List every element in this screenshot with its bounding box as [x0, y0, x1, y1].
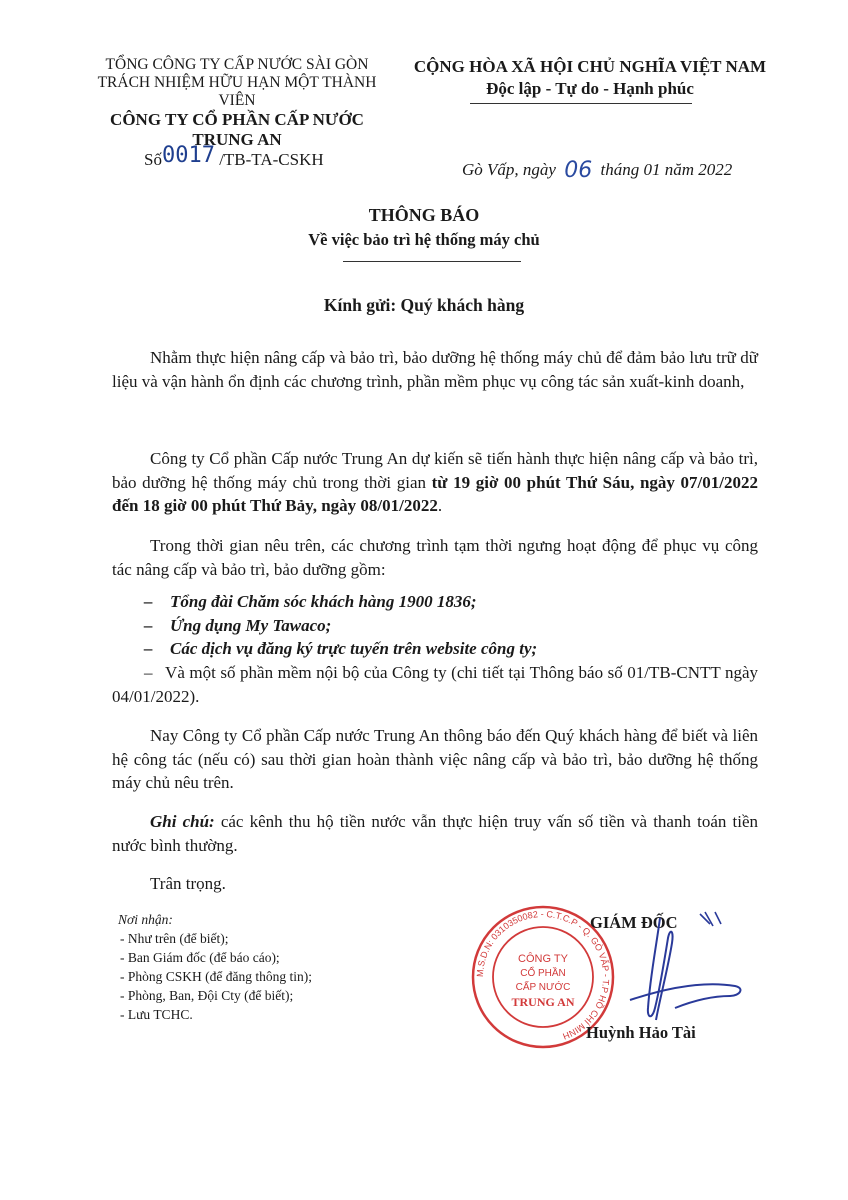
bullet-dash: – — [144, 592, 153, 611]
issuer-parent-type: TRÁCH NHIỆM HỮU HẠN MỘT THÀNH VIÊN — [97, 74, 377, 109]
schedule-text: Công ty Cổ phần Cấp nước Trung An dự kiến sẽ tiến hành thực hiện nâng cấp và bảo trì, bảo dưỡng hệ thống máy chủ trong thời gian — [112, 449, 758, 492]
doc-number-prefix: Số — [144, 150, 162, 169]
doc-number-suffix: /TB-TA-CSKH — [219, 150, 324, 169]
motto: Độc lập - Tự do - Hạnh phúc — [486, 79, 694, 98]
document-title: THÔNG BÁO — [368, 205, 480, 225]
motto-underline — [470, 103, 692, 104]
paragraph-affected: Trong thời gian nêu trên, các chương trình tạm thời ngưng hoạt động để phục vụ công tác nâng cấp và bảo trì, bảo dưỡng gồm: — [112, 536, 758, 579]
date-line — [462, 156, 732, 181]
paragraph-internal-software — [112, 661, 758, 708]
recipient-item: - Như trên (để biết); — [120, 931, 229, 946]
list-item-text: Các dịch vụ đăng ký trực tuyến trên website công ty; — [170, 639, 538, 658]
recipient-item: - Phòng CSKH (để đăng thông tin); — [120, 969, 312, 984]
schedule-time-range: từ 19 giờ 00 phút Thứ Sáu, ngày 07/01/2022 đến 18 giờ 00 phút Thứ Bảy, ngày 08/01/2022 — [112, 472, 758, 515]
seal-line-3: CẤP NƯỚC — [515, 982, 571, 993]
document-subtitle: Về việc bảo trì hệ thống máy chủ — [308, 230, 540, 249]
paragraph-purpose: Nhằm thực hiện nâng cấp và bảo trì, bảo dưỡng hệ thống máy chủ để đảm bảo lưu trữ dữ liệu và vận hành ổn định các chương trình, phần mềm phục vụ công tác sản xuất-kinh doanh, — [112, 348, 758, 391]
national-motto-block — [410, 56, 770, 100]
recipient-item: - Phòng, Ban, Đội Cty (để biết); — [120, 988, 294, 1003]
date-month-year: tháng 01 năm 2022 — [600, 160, 733, 179]
list-item — [112, 637, 758, 661]
paragraph-schedule — [112, 447, 758, 518]
list-item — [112, 614, 758, 638]
issuer-block — [92, 56, 382, 150]
recipient-item: - Lưu TCHC. — [120, 1007, 193, 1022]
seal-ring-path-text: M.S.D.N: 0310350082 - C.T.C.P - Q. GÒ VẤP - T.P HỒ CHÍ MINH — [474, 908, 612, 1042]
subtitle-underline — [343, 261, 521, 262]
handwritten-signature — [560, 908, 750, 1028]
bullet-dash: – — [144, 639, 153, 658]
affected-services-list — [112, 590, 758, 661]
paragraph-note — [112, 810, 758, 857]
signer-name: Huỳnh Hảo Tài — [586, 1023, 696, 1042]
bullet-dash: – — [144, 663, 153, 682]
schedule-end: . — [437, 496, 443, 515]
recipients-block — [118, 910, 312, 1024]
document-number — [144, 143, 324, 171]
list-item — [112, 590, 758, 614]
signer-title: GIÁM ĐỐC — [590, 913, 678, 932]
recipient-item: - Ban Giám đốc (để báo cáo); — [120, 950, 280, 965]
list-item-text: Ứng dụng My Tawaco; — [170, 615, 332, 635]
date-day: 06 — [564, 158, 593, 183]
bullet-dash: – — [144, 615, 153, 635]
internal-software-text: Và một số phần mềm nội bộ của Công ty (chi tiết tại Thông báo số 01/TB-CNTT ngày 04/01/2022). — [112, 663, 759, 706]
issuer-company-name: TRUNG AN — [192, 130, 282, 149]
issuer-parent: TỔNG CÔNG TY CẤP NƯỚC SÀI GÒN — [105, 56, 369, 73]
seal-line-4: TRUNG AN — [511, 995, 575, 1009]
seal-line-2: CỔ PHẦN — [520, 968, 566, 979]
note-text: các kênh thu hộ tiền nước vẫn thực hiện truy vấn số tiền và thanh toán tiền nước bình thường. — [112, 812, 758, 855]
closing: Trân trọng. — [150, 874, 226, 893]
paragraph-notice: Nay Công ty Cổ phần Cấp nước Trung An thông báo đến Quý khách hàng để biết và liên hệ công tác (nếu có) sau thời gian hoàn thành việc nâng cấp và bảo trì, bảo dưỡng hệ thống máy chủ nêu trên. — [112, 726, 758, 792]
salutation: Kính gửi: Quý khách hàng — [323, 295, 525, 315]
issuer-company: CÔNG TY CỔ PHẦN CẤP NƯỚC — [110, 110, 364, 129]
doc-number-value: 0017 — [161, 143, 215, 168]
seal-line-1: CÔNG TY — [518, 953, 568, 965]
list-item-text: Tổng đài Chăm sóc khách hàng 1900 1836; — [170, 592, 477, 611]
date-place: Gò Vấp, ngày — [462, 160, 556, 179]
note-label: Ghi chú: — [150, 812, 215, 831]
country-name: CỘNG HÒA XÃ HỘI CHỦ NGHĨA VIỆT NAM — [413, 57, 767, 76]
recipients-title: Nơi nhận: — [118, 912, 173, 927]
